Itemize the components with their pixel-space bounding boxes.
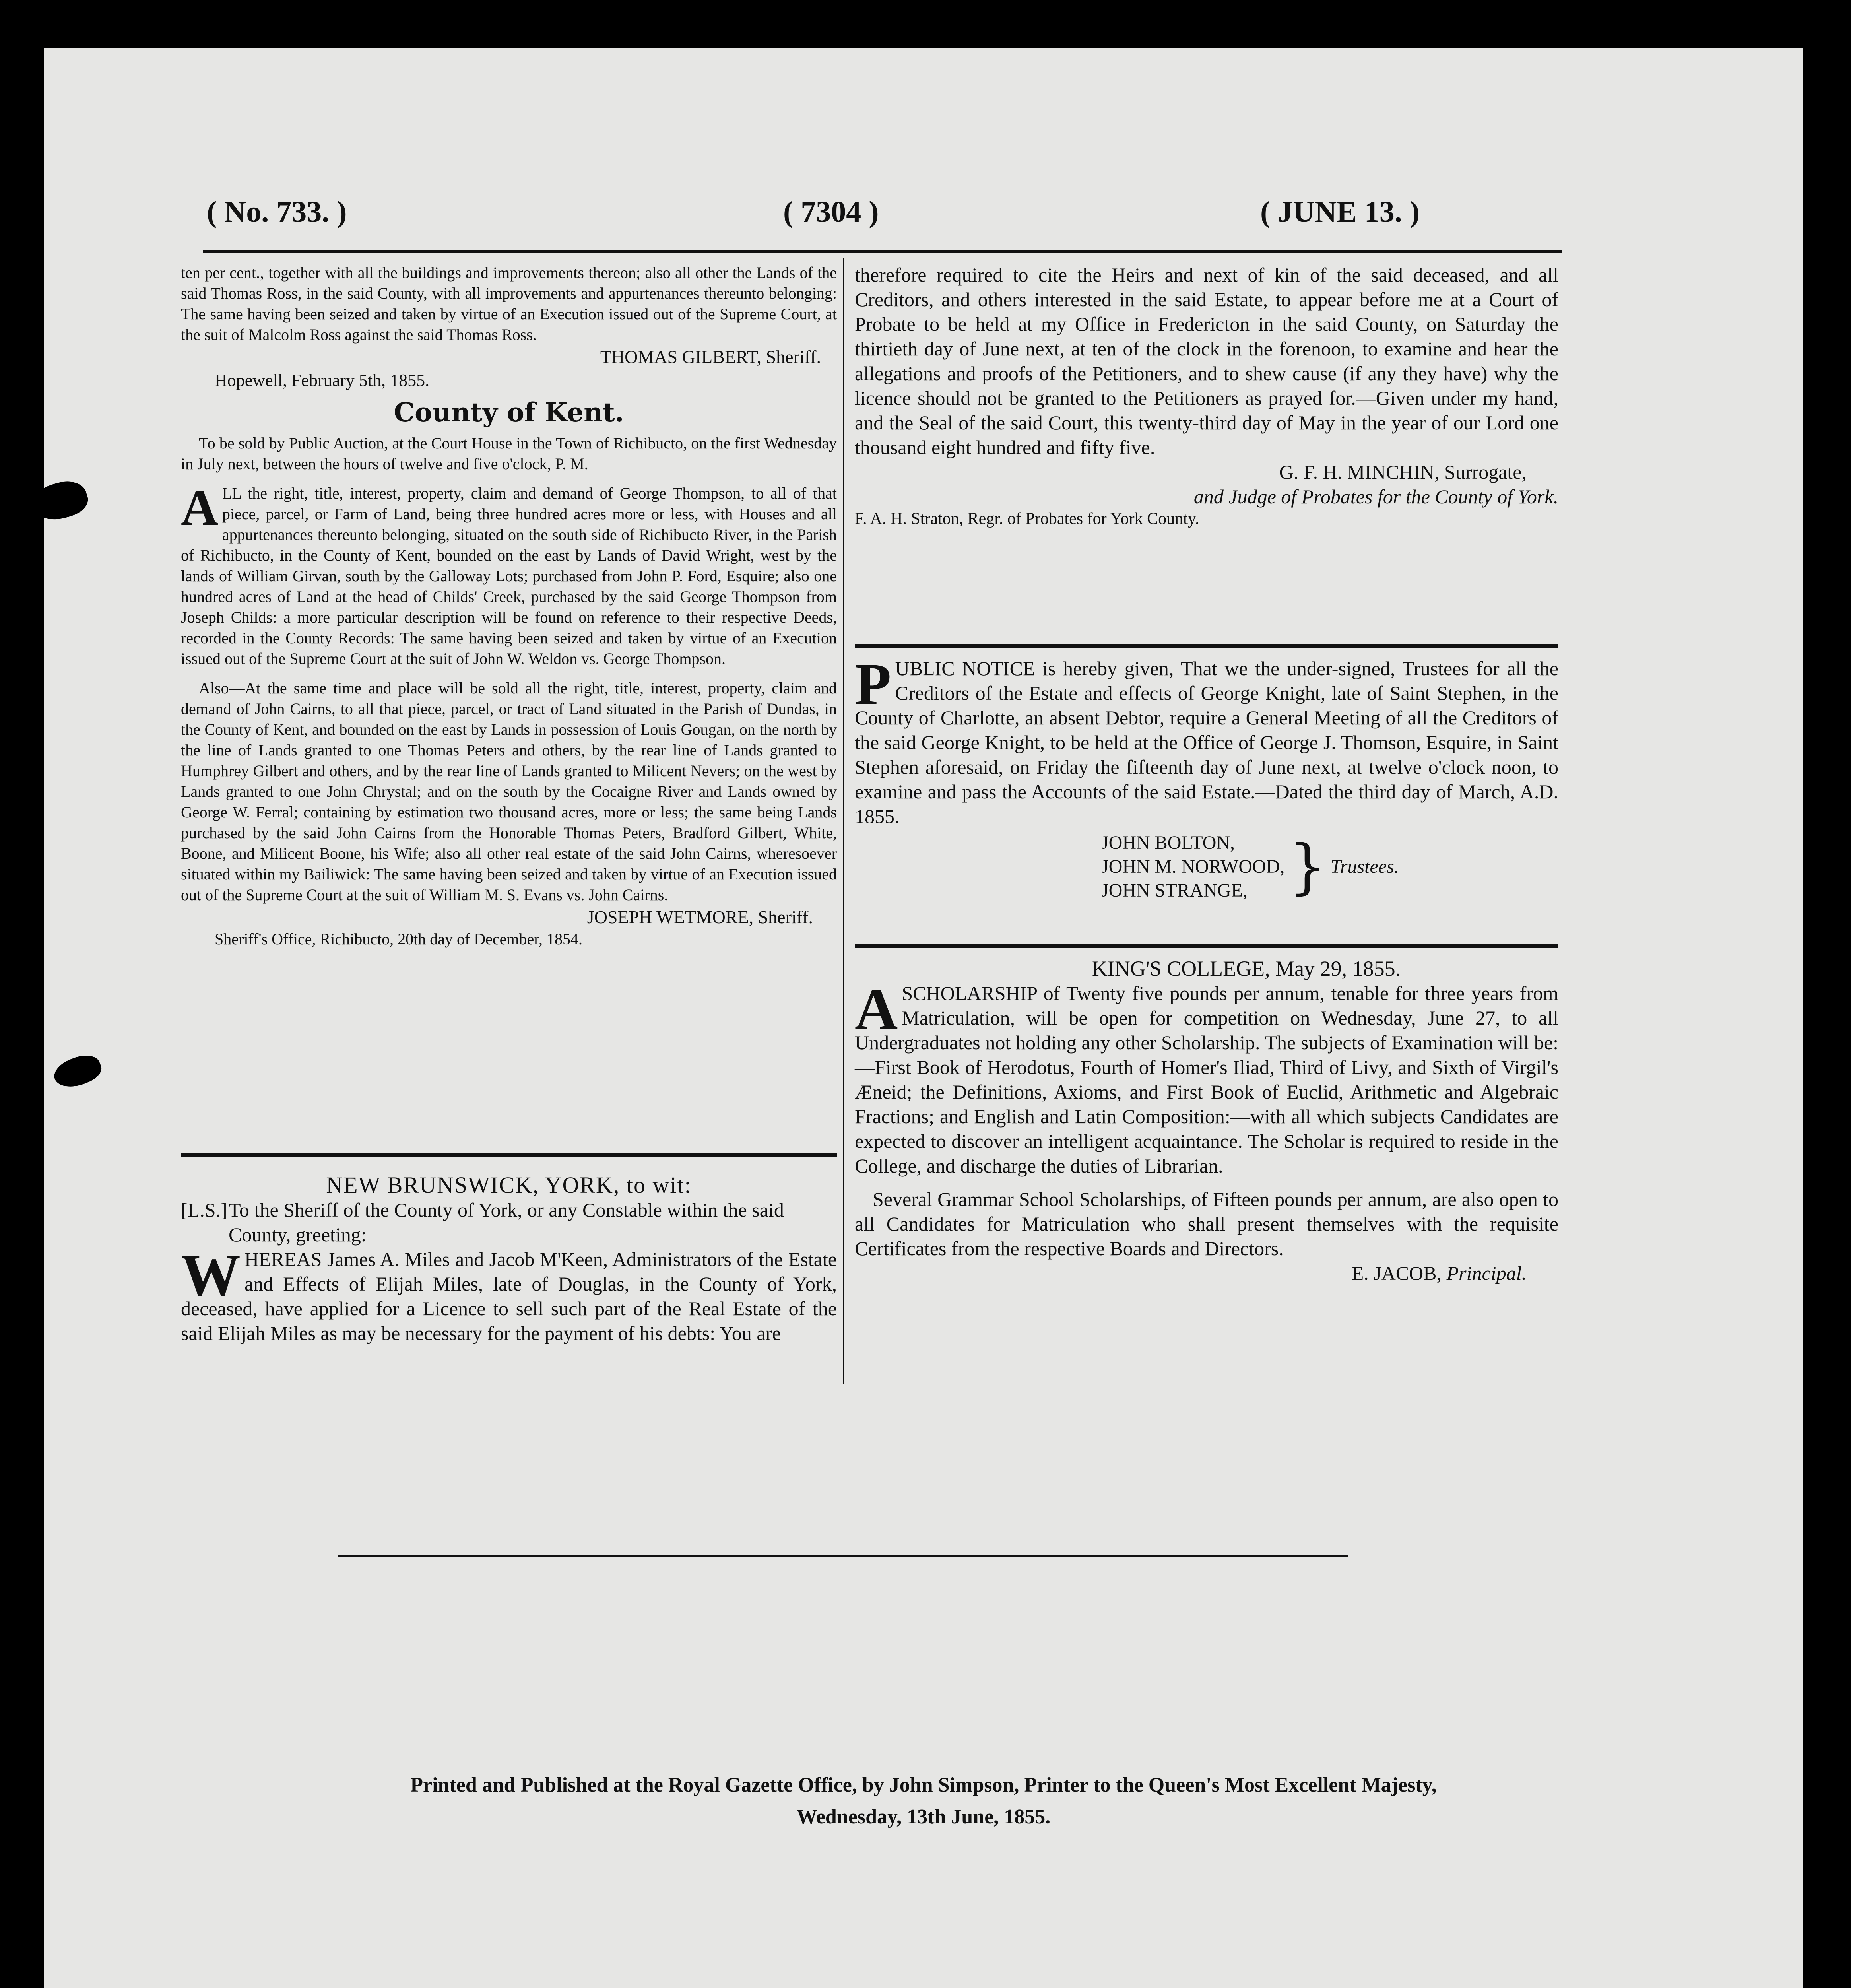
probate-signature-title: and Judge of Probates for the County of York. — [1193, 485, 1558, 508]
nb-address-row — [181, 1198, 837, 1247]
page-header — [44, 195, 1803, 247]
issue-date: ( JUNE 13. ) — [1260, 195, 1420, 229]
trustees-block — [1101, 831, 1558, 903]
nb-heading: NEW BRUNSWICK, YORK, to wit: — [326, 1172, 692, 1198]
kent-intro: To be sold by Public Auction, at the Court House in the Town of Richibucto, on the first Wednesday in July next, between the hours of twelve and five o'clock, P. M. — [181, 434, 837, 473]
probate-signature: G. F. H. MINCHIN, Surrogate, — [1279, 461, 1527, 483]
notice-paragraph: PUBLIC NOTICE is hereby given, That we the under-signed, Trustees for all the Creditors of the Estate and effects of George Knight, late of Saint Stephen, in the County of Charlotte, an absent Debtor, require a General Meeting of all the Creditors of the said George Knight, to be held at the Office of George J. Thomson, Esquire, in Saint Stephen aforesaid, on Friday the fifteenth day of June next, at twelve o'clock noon, to examine and pass the Accounts of the said Estate.—Dated the third day of March, A.D. 1855. — [855, 651, 1558, 827]
kings-college-notice — [855, 956, 1558, 1285]
gilbert-dateline: Hopewell, February 5th, 1855. — [215, 371, 430, 390]
brace-glyph: } — [1288, 832, 1327, 901]
left-section-rule — [181, 1153, 837, 1157]
page-number: ( 7304 ) — [783, 195, 879, 229]
seal-mark: [L.S.] — [181, 1199, 227, 1221]
kings-paragraph-1: ASCHOLARSHIP of Twenty five pounds per annum, tenable for three years from Matriculation, will be open for competition on Wednesday, June 27, to all Undergraduates not holding any other Scholarship. The subjects of Examination will be:—First Book of Herodotus, Fourth of Homer's Iliad, Third of Livy, and Sixth of Virgil's Æneid; the Definitions, Axioms, and First Book of Euclid, Arithmetic and Algebraic Fractions; and English and Latin Composition:—with all which subjects Candidates are expected to discover an intelligent acquaintance. The Scholar is required to reside in the College, and discharge the duties of Librarian. — [855, 976, 1558, 1177]
notice-drop-cap: P — [855, 651, 891, 717]
nb-paragraph: WHEREAS James A. Miles and Jacob M'Keen, Administrators of the Estate and Effects of Elijah Miles, late of Douglas, in the County of York, deceased, have applied for a Licence to sell such part of the Real Estate of the said Elijah Miles as may be necessary for the payment of his debts: You are — [181, 1242, 837, 1344]
nb-address: To the Sheriff of the County of York, or any Constable within the said County, greeting: — [229, 1199, 784, 1246]
left-column — [181, 262, 837, 949]
kent-paragraph-1: ALL the right, title, interest, property, claim and demand of George Thompson, to all of that piece, parcel, or Farm of Land, being three hundred acres more or less, with Houses and all appurtenances thereunto belonging, situated on the south side of Richibucto River, in the Parish of Richibucto, in the County of Kent, bounded on the east by Lands of David Wright, west by the lands of William Girvan, south by the Galloway Lots; purchased from John P. Ford, Esquire; also one hundred acres of Land at the head of Childs' Creek, purchased by the said George Thompson from Joseph Childs: a more particular description will be found on reference to their respective Deeds, recorded in the County Records: The same having been seized and taken by virtue of an Execution issued out of the Supreme Court at the suit of John W. Weldon vs. George Thompson. — [181, 479, 837, 668]
right-rule-2 — [855, 944, 1558, 948]
public-notice — [855, 651, 1558, 903]
header-rule — [203, 250, 1562, 253]
right-column — [855, 262, 1558, 529]
kings-heading: KING'S COLLEGE, May 29, 1855. — [1092, 957, 1401, 980]
imprint-line-1: Printed and Published at the Royal Gazette Office, by John Simpson, Printer to the Queen's Most Excellent Majesty, — [410, 1774, 1437, 1796]
kings-drop-cap: A — [855, 976, 898, 1042]
ink-blot-upper — [44, 476, 91, 527]
kent-heading: County of Kent. — [394, 397, 624, 428]
ink-blot-lower — [50, 1050, 105, 1093]
gilbert-notice-text: ten per cent., together with all the buildings and improvements thereon; also all other the Lands of the said Thomas Ross, in the said County, with all improvements and appurtenances thereunto belonging: The same having been seized and taken by virtue of an Execution issued out of the Supreme Court, at the suit of Malcolm Ross against the said Thomas Ross. — [181, 264, 837, 344]
trustee-3: JOHN STRANGE, — [1101, 880, 1248, 901]
kent-paragraph-2: Also—At the same time and place will be sold all the right, title, interest, property, claim and demand of John Cairns, to all that piece, parcel, or tract of Land situated in the Parish of Dundas, in the County of Kent, and bounded on the east by Lands in possession of Louis Gougan, on the north by the line of Lands granted to one Thomas Peters and others, by the rear line of Lands granted to Humphrey Gilbert and others, and by the rear line of Lands granted to Milicent Nevers; on the west by Lands granted to one John Chrystal; and on the south by the Cocaigne River and Lands owned by George W. Ferral; containing by estimation two thousand acres, more or less; the same being Lands purchased by the said John Cairns from the Honorable Thomas Peters, Bradford Gilbert, White, Boone, and Milicent Boone, his Wife; also all other real estate of the said John Cairns, wheresoever situated within my Bailiwick: The same having been seized and taken by virtue of an Execution issued out of the Supreme Court at the suit of William M. S. Evans vs. John Cairns. — [181, 679, 837, 904]
newspaper-page — [44, 48, 1803, 1988]
probate-continuation: therefore required to cite the Heirs and next of kin of the said deceased, and all Creditors, and others interested in the said Estate, to appear before me at a Court of Probate to be held at my Office in Fredericton in the said County, on Saturday the thirtieth day of June next, at ten of the clock in the forenoon, to examine and hear the allegations and proofs of the Petitioners, and to shew cause (if any they have) why the licence should not be granted to the Petitioners as prayed for.—Given under my hand, and the Seal of the said Court, this twenty-third day of May in the year of our Lord one thousand eight hundred and fifty five. — [855, 264, 1558, 458]
trustee-1: JOHN BOLTON, — [1101, 832, 1235, 853]
kent-dateline: Sheriff's Office, Richibucto, 20th day of December, 1854. — [215, 930, 582, 948]
kings-signature: E. JACOB, Principal. — [1351, 1262, 1527, 1284]
imprint-line-2: Wednesday, 13th June, 1855. — [796, 1806, 1051, 1828]
probate-citation — [181, 1173, 837, 1345]
trustee-names — [1101, 831, 1284, 903]
nb-drop-cap: W — [181, 1242, 241, 1308]
kent-signature: JOSEPH WETMORE, Sheriff. — [587, 907, 813, 927]
probate-registrar: F. A. H. Straton, Regr. of Probates for York County. — [855, 510, 1199, 528]
column-divider — [843, 258, 844, 1384]
trustee-2: JOHN M. NORWOOD, — [1101, 856, 1285, 877]
kings-paragraph-2: Several Grammar School Scholarships, of Fifteen pounds per annum, are also open to all Candidates for Matriculation who shall present themselves with the requisite Certificates from the respective Boards and Directors. — [855, 1188, 1558, 1260]
trustees-label: Trustees. — [1330, 856, 1399, 877]
issue-number: ( No. 733. ) — [207, 195, 347, 229]
right-rule-1 — [855, 644, 1558, 648]
kent-drop-cap: A — [181, 479, 218, 536]
end-rule — [338, 1555, 1348, 1557]
gilbert-signature: THOMAS GILBERT, Sheriff. — [600, 347, 821, 367]
imprint-footer — [44, 1769, 1803, 1833]
